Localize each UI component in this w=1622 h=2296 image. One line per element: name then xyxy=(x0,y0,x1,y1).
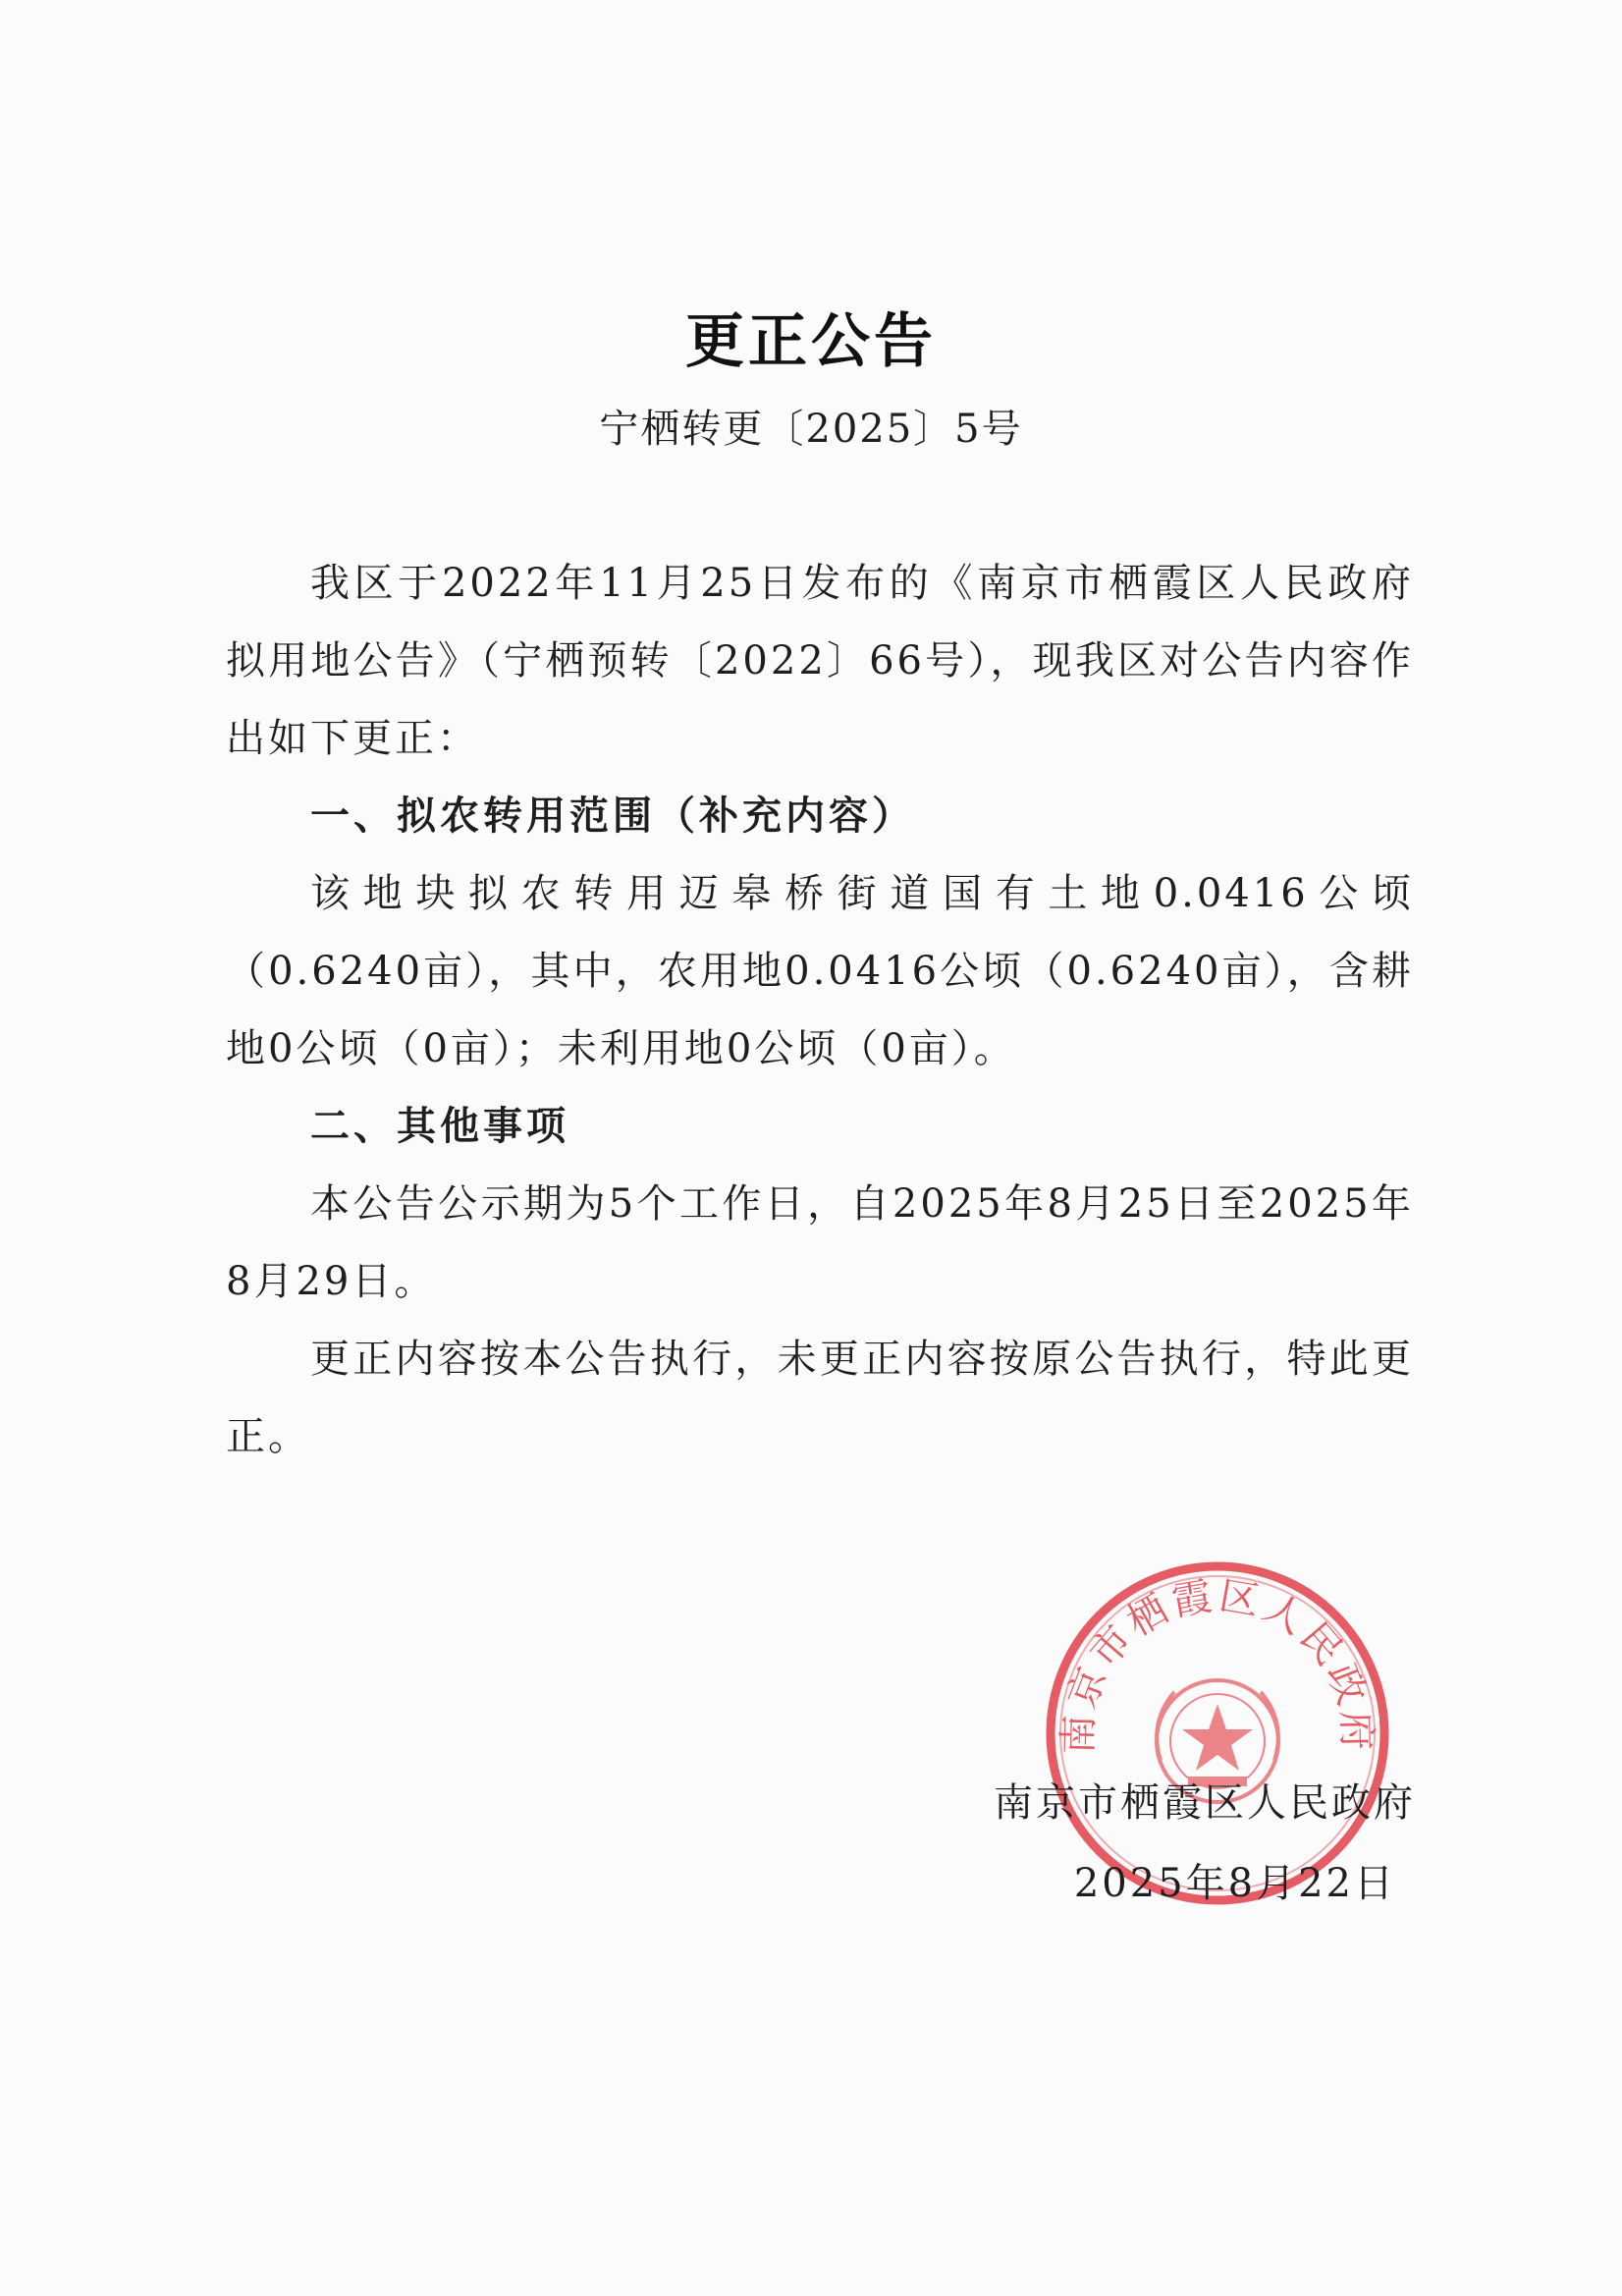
seal-text: 南京市栖霞区人民政府 xyxy=(1055,1573,1379,1755)
issue-date: 2025年8月22日 xyxy=(1073,1861,1396,1906)
document-number: 宁栖转更〔2025〕5号 xyxy=(599,407,1023,452)
scope-paragraph: 该地块拟农转用迈皋桥街道国有土地0.0416公顷（0.6240亩），其中，农用地0.0416公顷（0.6240亩），含耕地0公顷（0亩）；未利用地0公顷（0亩）。 xyxy=(226,871,1414,1071)
period-paragraph: 本公告公示期为5个工作日，自2025年8月25日至2025年8月29日。 xyxy=(226,1181,1414,1304)
page-title: 更正公告 xyxy=(685,307,937,376)
section-heading-scope: 一、拟农转用范围（补充内容） xyxy=(310,793,915,839)
issuer-name: 南京市栖霞区人民政府 xyxy=(994,1780,1416,1826)
intro-paragraph: 我区于2022年11月25日发布的《南京市栖霞区人民政府拟用地公告》（宁栖预转〔2022〕66号），现我区对公告内容作出如下更正： xyxy=(226,561,1414,761)
section-heading-other: 二、其他事项 xyxy=(310,1104,569,1149)
signature-block xyxy=(994,1763,1416,1924)
document-body xyxy=(226,545,1414,1476)
closing-paragraph: 更正内容按本公告执行，未更正内容按原公告执行，特此更正。 xyxy=(226,1337,1414,1459)
